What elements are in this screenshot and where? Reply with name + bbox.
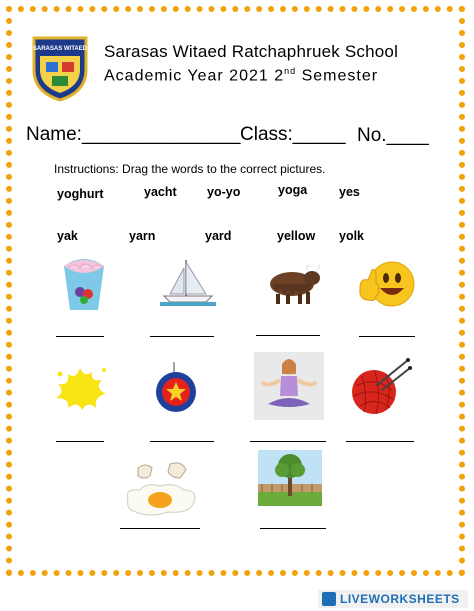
- yoga-icon: [254, 352, 324, 420]
- svg-text:SARASAS WITAED: SARASAS WITAED: [32, 46, 88, 52]
- number-field[interactable]: No.____: [357, 125, 429, 146]
- word-yellow[interactable]: yellow: [277, 229, 316, 243]
- word-yolk[interactable]: yolk: [339, 229, 365, 243]
- school-name: Sarasas Witaed Ratchaphruek School: [104, 42, 399, 61]
- school-crest-logo: [30, 34, 90, 102]
- thumbs-up-emoji-icon: [358, 258, 420, 310]
- yo-yo-icon: [152, 362, 202, 414]
- academic-year: Academic Year 2021 2nd Semester: [104, 66, 379, 85]
- answer-blank-4[interactable]: [359, 336, 415, 337]
- word-yes[interactable]: yes: [339, 185, 360, 199]
- yarn-icon: [346, 356, 412, 418]
- word-yarn[interactable]: yarn: [129, 229, 156, 243]
- answer-blank-5[interactable]: [56, 441, 104, 442]
- yard-icon: [258, 450, 322, 506]
- yellow-splash-icon: [52, 364, 110, 414]
- class-field[interactable]: Class:_____: [240, 124, 346, 145]
- yak-icon: [262, 262, 324, 306]
- yoghurt-icon: [60, 256, 108, 314]
- liveworksheets-logo-icon: [322, 592, 336, 606]
- yacht-icon: [160, 258, 216, 306]
- egg-yolk-icon: [120, 460, 202, 518]
- word-yoghurt[interactable]: yoghurt: [57, 187, 104, 201]
- answer-blank-7[interactable]: [250, 441, 326, 442]
- answer-blank-9[interactable]: [120, 528, 200, 529]
- word-yoga[interactable]: yoga: [278, 183, 308, 197]
- answer-blank-8[interactable]: [346, 441, 414, 442]
- answer-blank-3[interactable]: [256, 335, 320, 336]
- answer-blank-6[interactable]: [150, 441, 214, 442]
- word-yard[interactable]: yard: [205, 229, 232, 243]
- word-yak[interactable]: yak: [57, 229, 78, 243]
- answer-blank-10[interactable]: [260, 528, 326, 529]
- word-yacht[interactable]: yacht: [144, 185, 177, 199]
- answer-blank-1[interactable]: [56, 336, 104, 337]
- name-field[interactable]: Name:_______________: [26, 124, 241, 145]
- liveworksheets-footer: [318, 590, 468, 608]
- instructions: Instructions: Drag the words to the correct pictures.: [54, 162, 326, 176]
- word-yo-yo[interactable]: yo-yo: [207, 185, 241, 199]
- brand-text: LIVEWORKSHEETS: [340, 592, 460, 606]
- answer-blank-2[interactable]: [150, 336, 214, 337]
